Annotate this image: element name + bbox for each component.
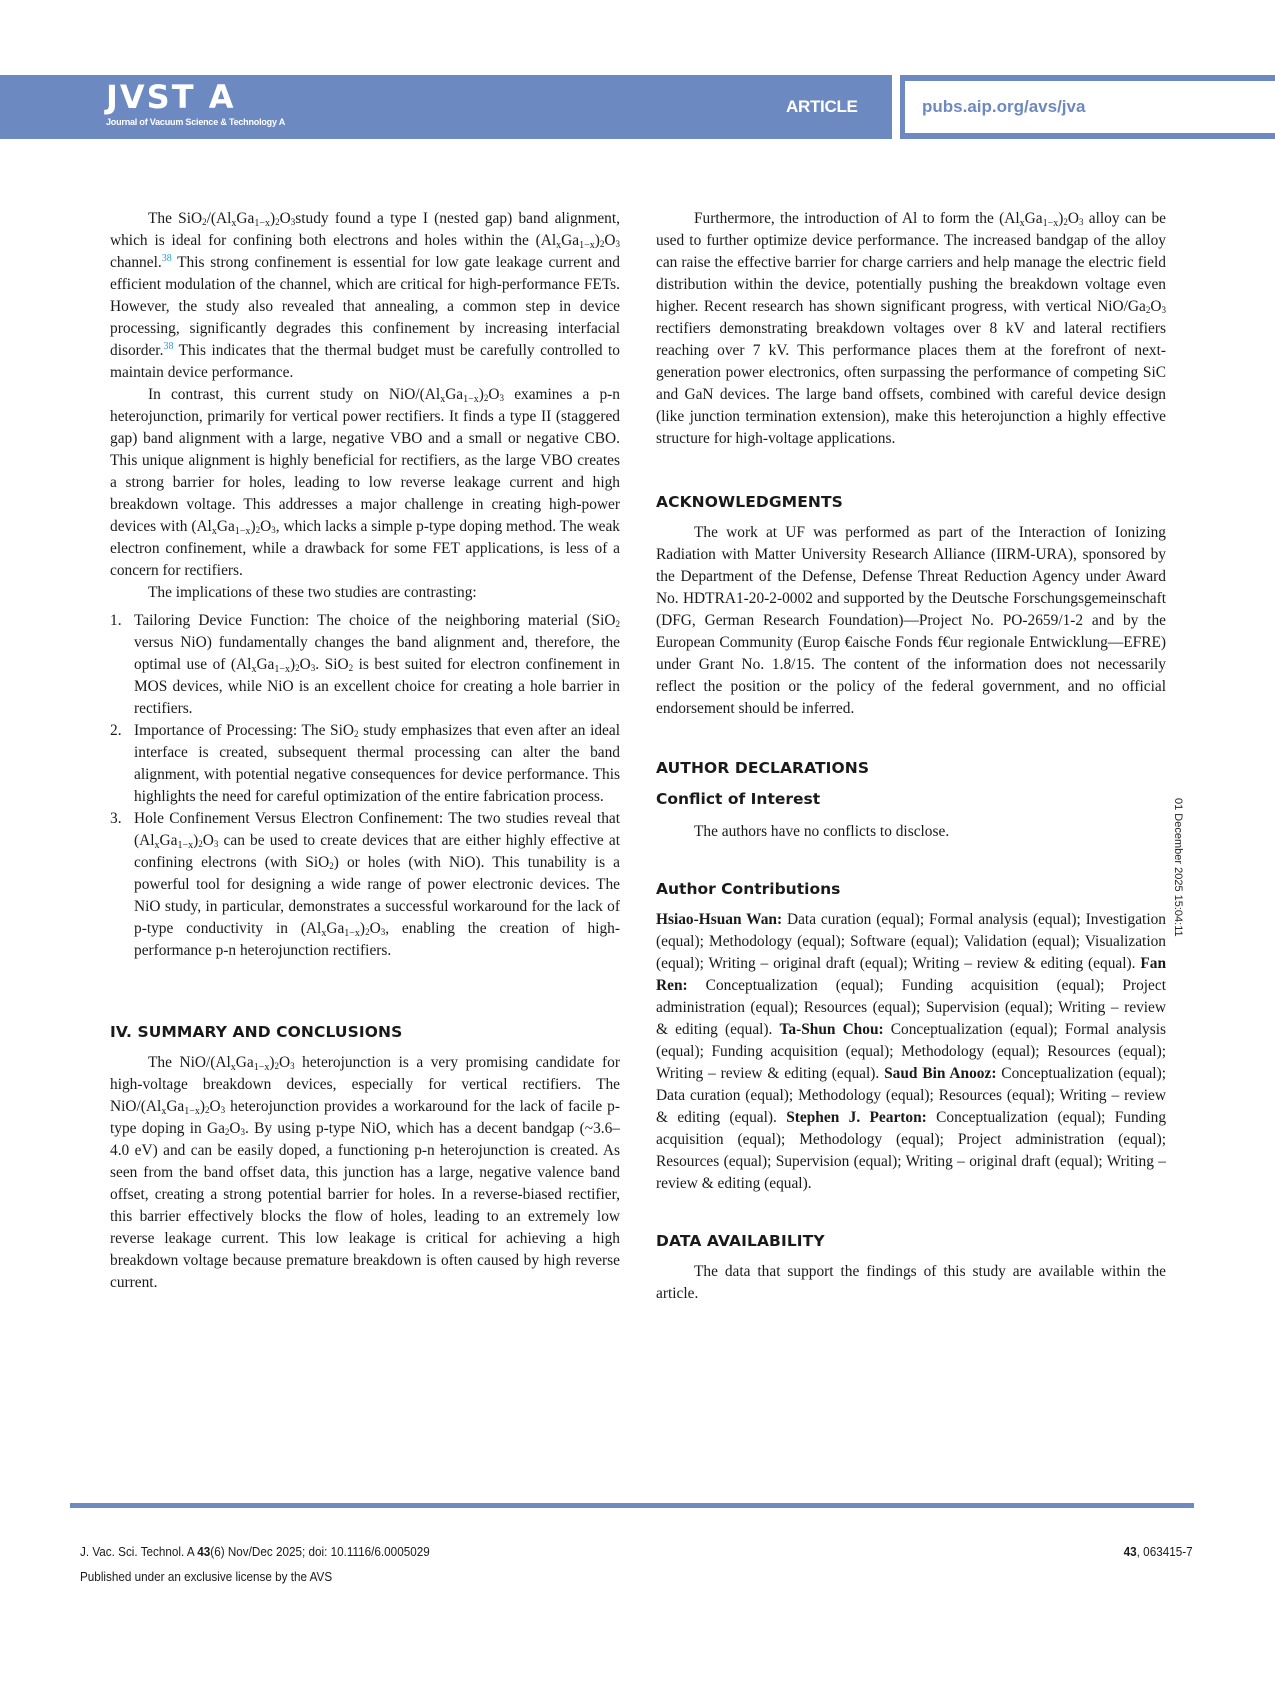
journal-url-link[interactable]: pubs.aip.org/avs/jva — [922, 97, 1086, 116]
download-timestamp: 01 December 2025 15:04:11 — [1172, 798, 1184, 937]
left-column — [110, 208, 620, 1294]
journal-logo[interactable] — [106, 80, 285, 128]
right-column — [656, 208, 1166, 1305]
author-name: Ta-Shun Chou: — [779, 1021, 884, 1038]
paragraph-al-alloy: Furthermore, the introduction of Al to form the $(Al_xGa_{1-x})_2O_3$ alloy can be used to further optimize device performance. The increased bandgap of the alloy can raise the effective barrier for charge carriers and help manage the electric field distribution within the device, potentially pushing the breakdown voltage even higher. Recent research has shown significant progress, with vertical NiO/$Ga_2O_3$ rectifiers demonstrating breakdown voltages over 8 kV and lateral rectifiers reaching over 7 kV. This performance places them at the forefront of next-generation power electronics, often surpassing the performance of competing SiC and GaN devices. The large band offsets, combined with careful device design (like junction termination extension), make this heterojunction a highly effective structure for high-voltage applications. — [656, 210, 1167, 447]
list-item: 2. Importance of Processing: The SiO$_2$ study emphasizes that even after an ideal interface is created, subsequent thermal processing can alter the band alignment, with potential negative consequences for device performance. This highlights the need for careful optimization of the entire fabrication process. — [110, 722, 620, 805]
list-item: 1. Tailoring Device Function: The choice of the neighboring material (SiO$_2$ versus NiO) fundamentally changes the band alignment and, therefore, the optimal use of $(Al_xGa_{1-x})_2O_3$. SiO$_2$ is best suited for electron confinement in MOS devices, while NiO is an excellent choice for creating a hole barrier in rectifiers. — [110, 612, 620, 717]
paragraph-sio2-study: The $SiO_2/(Al_xGa_{1-x})_2O_3study$ found a type I (nested gap) band alignment, which is ideal for confining both electrons and holes within the $(Al_xGa_{1-x})_2O_3$ channel.$^{38}$ This strong confinement is essential for low gate leakage current and efficient modulation of the channel, which are critical for high-performance FETs. However, the study also revealed that annealing, a common step in device processing, significantly degrades this confinement by increasing interfacial disorder.$^{38}$ This indicates that the thermal budget must be carefully controlled to maintain device performance. — [110, 210, 620, 381]
subsection-heading-contributions: Author Contributions — [656, 880, 841, 898]
citation-line: J. Vac. Sci. Technol. A 43(6) Nov/Dec 2025; doi: 10.1116/6.0005029 — [80, 1544, 430, 1559]
reference-link-38[interactable]: 38 — [161, 252, 172, 264]
reference-link-38[interactable]: 38 — [163, 340, 174, 352]
author-name: Saud Bin Anooz: — [884, 1065, 997, 1082]
journal-abbrev: JVST A — [106, 78, 236, 116]
paragraph-nio-study: In contrast, this current study on NiO/$(Al_xGa_{1-x})_2O_3$ examines a p-n heterojunction, primarily for vertical power rectifiers. It finds a type II (staggered gap) band alignment with a large, negative VBO and a small or negative CBO. This unique alignment is highly beneficial for rectifiers, as the large VBO creates a strong barrier for holes, leading to low reverse leakage current and high breakdown voltage. This addresses a major challenge in creating high-power devices with $(Al_xGa_{1-x})_2O_3$, which lacks a simple p-type doping method. The weak electron confinement, while a drawback for some FET applications, is less of a concern for rectifiers. — [110, 386, 620, 579]
list-item: 3. Hole Confinement Versus Electron Confinement: The two studies reveal that $(Al_xGa_{1-x})_2O_3$ can be used to create devices that are either highly effective at confining electrons (with SiO$_2$) or holes (with NiO). This tunability is a powerful tool for designing a wide range of power electronic devices. The NiO study, in particular, demonstrates a successful workaround for the lack of p-type conductivity in $(Al_xGa_{1-x})_2O_3$, enabling the creation of high-performance p-n heterojunction rectifiers. — [110, 810, 620, 959]
article-type-label: ARTICLE — [786, 97, 858, 116]
license-notice: Published under an exclusive license by the AVS — [80, 1569, 333, 1584]
paragraph-data-availability: The data that support the findings of this study are available within the article. — [656, 1263, 1166, 1302]
subsection-heading-conflict: Conflict of Interest — [656, 790, 821, 808]
header-divider — [892, 75, 900, 139]
section-heading-acknowledgments: ACKNOWLEDGMENTS — [656, 493, 843, 511]
journal-full-name: Journal of Vacuum Science & Technology A — [106, 117, 286, 127]
implications-list — [110, 610, 620, 962]
paragraph-implications-intro: The implications of these two studies are contrasting: — [148, 584, 477, 601]
section-heading-author-declarations: AUTHOR DECLARATIONS — [656, 759, 870, 777]
paragraph-acknowledgments: The work at UF was performed as part of the Interaction of Ionizing Radiation with Matter University Research Alliance (IIRM-URA), sponsored by the Department of the Defense, Defense Threat Reduction Agency under Award No. HDTRA1-20-2-0002 and supported by the Deutsche Forschungsgemeinschaft (DFG, German Research Foundation)—Project No. PO-2659/1-2 and by the European Community (Europ €aische Fonds f€ur regionale Entwicklung—EFRE) under Grant No. 1.8/15. The content of the information does not necessarily reflect the position or the policy of the federal government, and no official endorsement should be inferred. — [656, 524, 1166, 717]
paragraph-summary: The NiO/$(Al_xGa_{1-x})_2O_3$ heterojunction is a very promising candidate for high-voltage breakdown devices, especially for vertical rectifiers. The NiO/$(Al_xGa_{1-x})_2O_3$ heterojunction provides a workaround for the lack of facile p-type doping in $Ga_2O_3$. By using p-type NiO, which has a decent bandgap (~3.6–4.0 eV) and can be easily doped, a functioning p-n heterojunction is created. As seen from the band offset data, this junction has a large, negative valence band offset, creating a strong potential barrier for holes. In a reverse-biased rectifier, this barrier effectively blocks the flow of holes, leading to an extremely low reverse leakage current. This low leakage is critical for achieving a high breakdown voltage because premature breakdown is often caused by high reverse current. — [110, 1054, 621, 1291]
author-name: Hsiao-Hsuan Wan: — [656, 911, 783, 928]
author-name: Fan Ren: — [656, 955, 1166, 994]
section-heading-summary: IV. SUMMARY AND CONCLUSIONS — [110, 1023, 403, 1041]
section-heading-data-availability: DATA AVAILABILITY — [656, 1232, 825, 1250]
page-number: 43, 063415-7 — [1124, 1544, 1193, 1559]
paragraph-contributions: Hsiao-Hsuan Wan: Data curation (equal); Formal analysis (equal); Investigation (equal); Methodology (equal); Software (equal); Validation (equal); Visualization (equal); Writing – original draft (equal); Writing – review & editing (equal). Fan Ren: Conceptualization (equal); Funding acquisition (equal); Project administration (equal); Resources (equal); Supervision (equal); Writing – review & editing (equal). Ta-Shun Chou: Conceptualization (equal); Formal analysis (equal); Funding acquisition (equal); Methodology (equal); Resources (equal); Writing – review & editing (equal). Saud Bin Anooz: Conceptualization (equal); Data curation (equal); Methodology (equal); Resources (equal); Writing – review & editing (equal). Stephen J. Pearton: Conceptualization (equal); Funding acquisition (equal); Methodology (equal); Project administration (equal); Resources (equal); Supervision (equal); Writing – original draft (equal); Writing – review & editing (equal). — [656, 911, 1167, 1192]
author-name: Stephen J. Pearton: — [786, 1109, 927, 1126]
footer-divider — [70, 1503, 1194, 1508]
paragraph-conflict: The authors have no conflicts to disclose. — [694, 823, 950, 840]
